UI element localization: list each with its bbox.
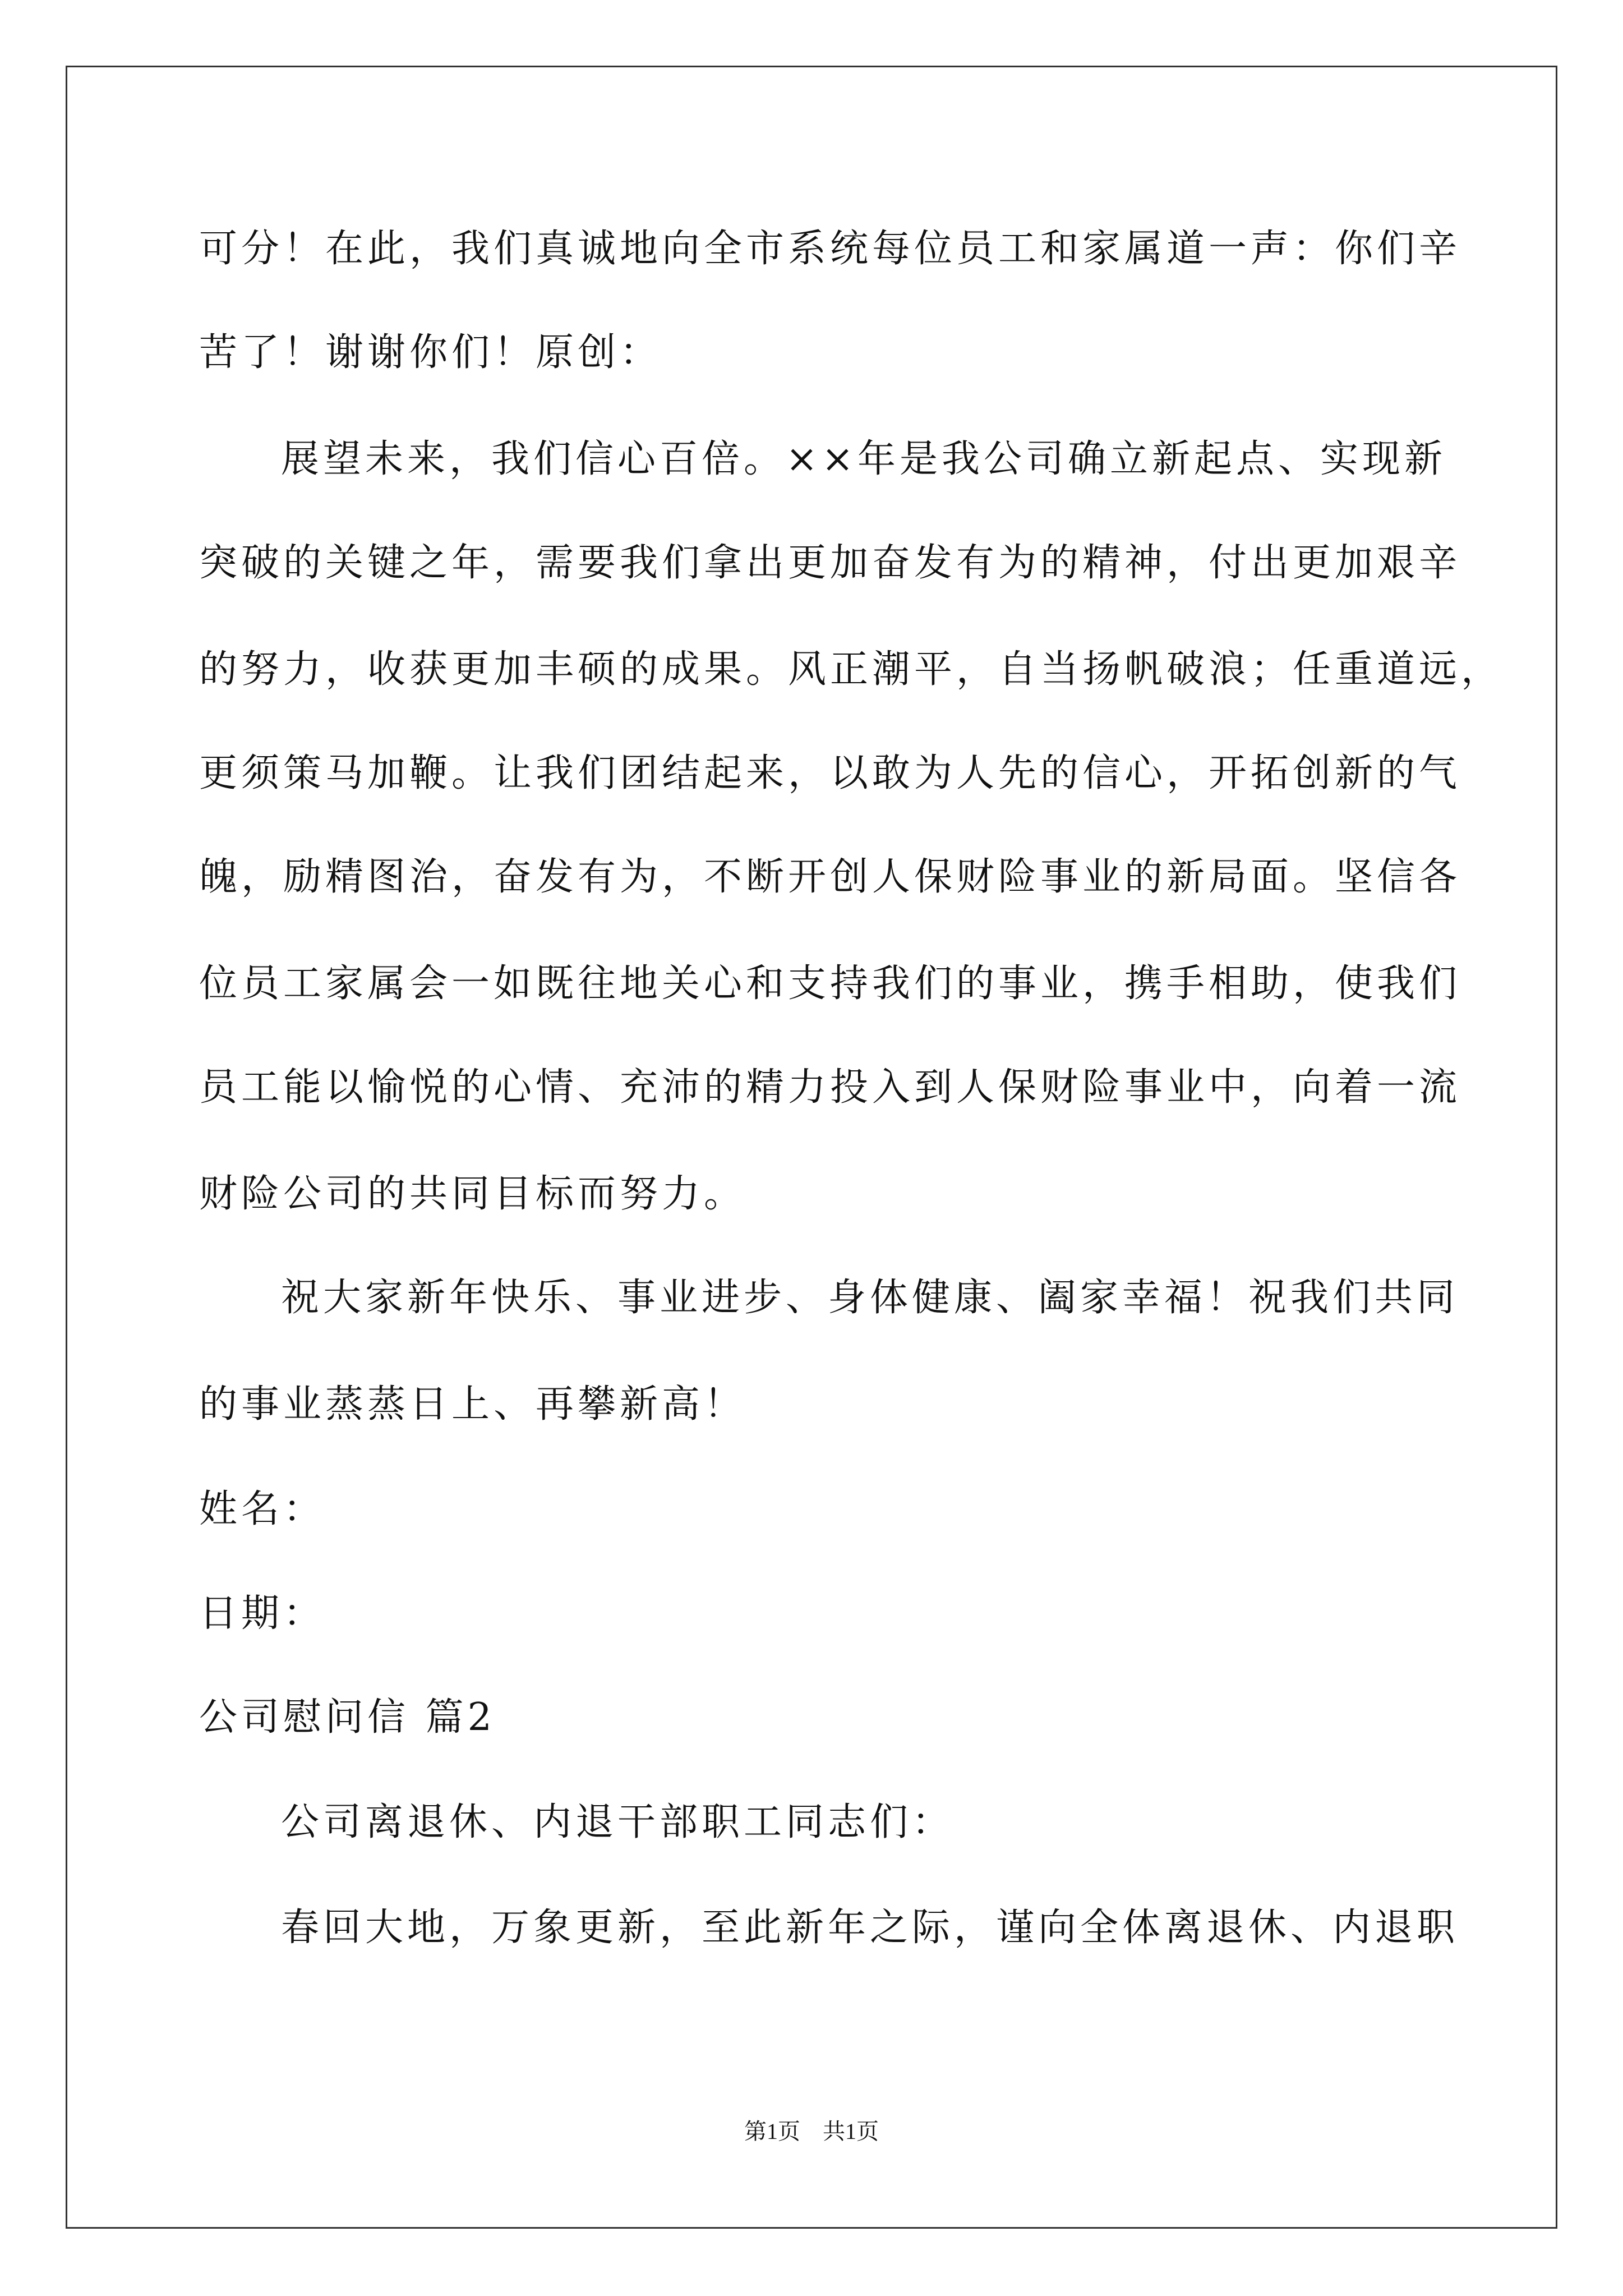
salutation: 公司离退休、内退干部职工同志们： [281,1800,955,1844]
text-line: 突破的关键之年，需要我们拿出更加奋发有为的精神，付出更加艰辛 [199,541,1461,585]
text-line: 展望未来，我们信心百倍。××年是我公司确立新起点、实现新 [281,437,1446,481]
text-line: 的事业蒸蒸日上、再攀新高！ [199,1382,746,1427]
text-line: 春回大地，万象更新，至此新年之际，谨向全体离退休、内退职 [281,1906,1459,1950]
page-border [66,66,1557,2229]
text-line: 更须策马加鞭。让我们团结起来，以敢为人先的信心，开拓创新的气 [199,751,1461,795]
text-line: 魄，励精图治，奋发有为，不断开创人保财险事业的新局面。坚信各 [199,855,1461,899]
date-field-label: 日期： [199,1591,326,1636]
text-line: 财险公司的共同目标而努力。 [199,1172,746,1216]
text-line: 员工能以愉悦的心情、充沛的精力投入到人保财险事业中，向着一流 [199,1065,1461,1110]
text-line: 的努力，收获更加丰硕的成果。风正潮平，自当扬帆破浪；任重道远， [199,647,1504,692]
text-line: 苦了！谢谢你们！原创： [199,330,662,375]
text-line: 位员工家属会一如既往地关心和支持我们的事业，携手相助，使我们 [199,961,1461,1006]
section-heading: 公司慰问信 篇2 [199,1695,496,1740]
text-line: 祝大家新年快乐、事业进步、身体健康、阖家幸福！祝我们共同 [281,1276,1459,1320]
page-footer: 第1页 共1页 [744,2119,879,2144]
text-line: 可分！在此，我们真诚地向全市系统每位员工和家属道一声：你们辛 [199,227,1461,271]
name-field-label: 姓名： [199,1487,326,1531]
